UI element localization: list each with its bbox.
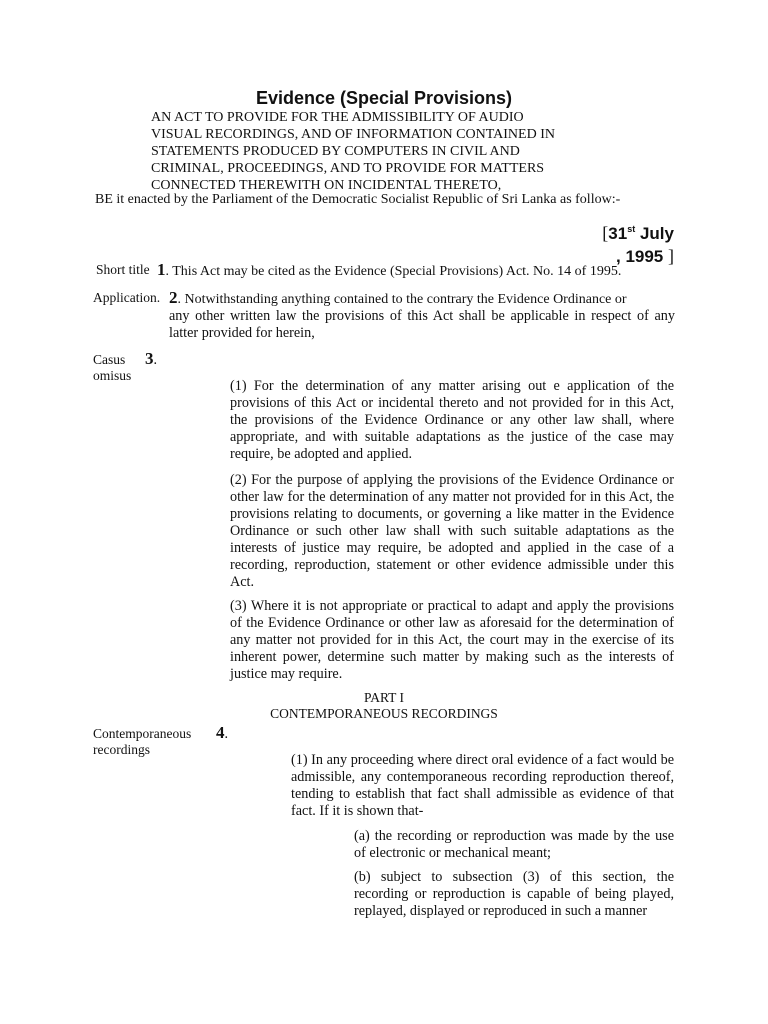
section-2-first-line bbox=[169, 288, 689, 308]
act-title: Evidence (Special Provisions) bbox=[255, 88, 513, 108]
section-4-paragraph-a: (a) the recording or reproduction was made by the use of electronic or mechanical meant; bbox=[354, 828, 674, 861]
date-open-bracket: [ bbox=[602, 223, 609, 243]
section-1-text: . This Act may be cited as the Evidence (Special Provisions) Act. No. 14 of 1995. bbox=[165, 264, 622, 279]
section-2-continuation: any other written law the provisions of this Act shall be applicable in respect of any latter provided for herein, bbox=[169, 308, 675, 341]
marginal-note-line: Casus bbox=[93, 352, 126, 367]
section-4-paragraph-b: (b) subject to subsection (3) of this section, the recording or reproduction is capable of being played, replayed, displayed or reproduced in such a manner bbox=[354, 869, 674, 919]
section-1 bbox=[157, 260, 687, 280]
long-title-line: STATEMENTS PRODUCED BY COMPUTERS IN CIVIL AND bbox=[151, 144, 520, 159]
section-3-subsection-2: (2) For the purpose of applying the provisions of the Evidence Ordinance or other law for the determination of any matter not provided for in this Act, the provisions relating to documents, or governing a like matter in the Evidence Ordinance or such other law shall with such suitable adaptations as the interests of justice may require, be adopted and applied in the case of a recording, reproduction, statement or other evidence admissible under this Act. bbox=[230, 472, 674, 590]
marginal-note-short-title: Short title bbox=[96, 262, 150, 277]
part-heading bbox=[236, 690, 532, 722]
date-close-bracket: ] bbox=[668, 246, 674, 266]
section-4-number bbox=[216, 723, 228, 743]
section-2-text: . Notwithstanding anything contained to the contrary the Evidence Ordinance or bbox=[177, 292, 627, 307]
part-label: PART I bbox=[363, 690, 405, 705]
section-3-subsection-1: (1) For the determination of any matter arising out e application of the provisions of this Act or incidental thereto and not provided for in this Act, the provisions of the Evidence Ordinance or any other law shall, where appropriate, and with suitable adaptations as the justice of the case may require, be adopted and applied. bbox=[230, 378, 674, 462]
marginal-note-line: recordings bbox=[93, 742, 150, 757]
marginal-note-application: Application. bbox=[93, 290, 161, 305]
section-number: 4 bbox=[216, 723, 225, 742]
section-number: 2 bbox=[169, 288, 178, 307]
date-day: 31 bbox=[608, 224, 628, 243]
marginal-note-casus-omisus bbox=[93, 352, 131, 384]
section-3-number bbox=[145, 349, 157, 369]
date-year: , 1995 bbox=[616, 247, 664, 266]
marginal-note-contemporaneous-recordings bbox=[93, 726, 191, 758]
section-number: 1 bbox=[157, 260, 166, 279]
long-title-line: VISUAL RECORDINGS, AND OF INFORMATION CONTAINED IN bbox=[151, 127, 555, 142]
marginal-note-line: omisus bbox=[93, 368, 132, 383]
date-day-suffix: st bbox=[627, 224, 636, 234]
enacting-clause: BE it enacted by the Parliament of the Democratic Socialist Republic of Sri Lanka as follow:- bbox=[95, 192, 621, 207]
section-number: 3 bbox=[145, 349, 154, 368]
marginal-note-line: Contemporaneous bbox=[93, 726, 192, 741]
section-3-subsection-3: (3) Where it is not appropriate or practical to adapt and apply the provisions of the Evidence Ordinance or other law as aforesaid for the determination of any matter not provided for in this Act, the court may in the exercise of its inherent power, determine such matter by making such as the interests of justice may require. bbox=[230, 598, 674, 682]
section-4-subsection-1: (1) In any proceeding where direct oral evidence of a fact would be admissible, any contemporaneous recording reproduction thereof, tending to establish that fact shall admissible as evidence of that fact. If it is shown that- bbox=[291, 752, 674, 819]
long-title-line: AN ACT TO PROVIDE FOR THE ADMISSIBILITY OF AUDIO bbox=[151, 110, 524, 125]
section-number-dot: . bbox=[224, 726, 229, 742]
section-number-dot: . bbox=[153, 352, 158, 368]
long-title-line: CONNECTED THEREWITH ON INCIDENTAL THERETO, bbox=[151, 178, 502, 193]
date-month: July bbox=[639, 224, 674, 243]
date-line-1 bbox=[602, 218, 674, 245]
part-title: CONTEMPORANEOUS RECORDINGS bbox=[270, 706, 498, 721]
long-title-line: CRIMINAL, PROCEEDINGS, AND TO PROVIDE FOR MATTERS bbox=[151, 161, 545, 176]
long-title bbox=[151, 109, 621, 194]
